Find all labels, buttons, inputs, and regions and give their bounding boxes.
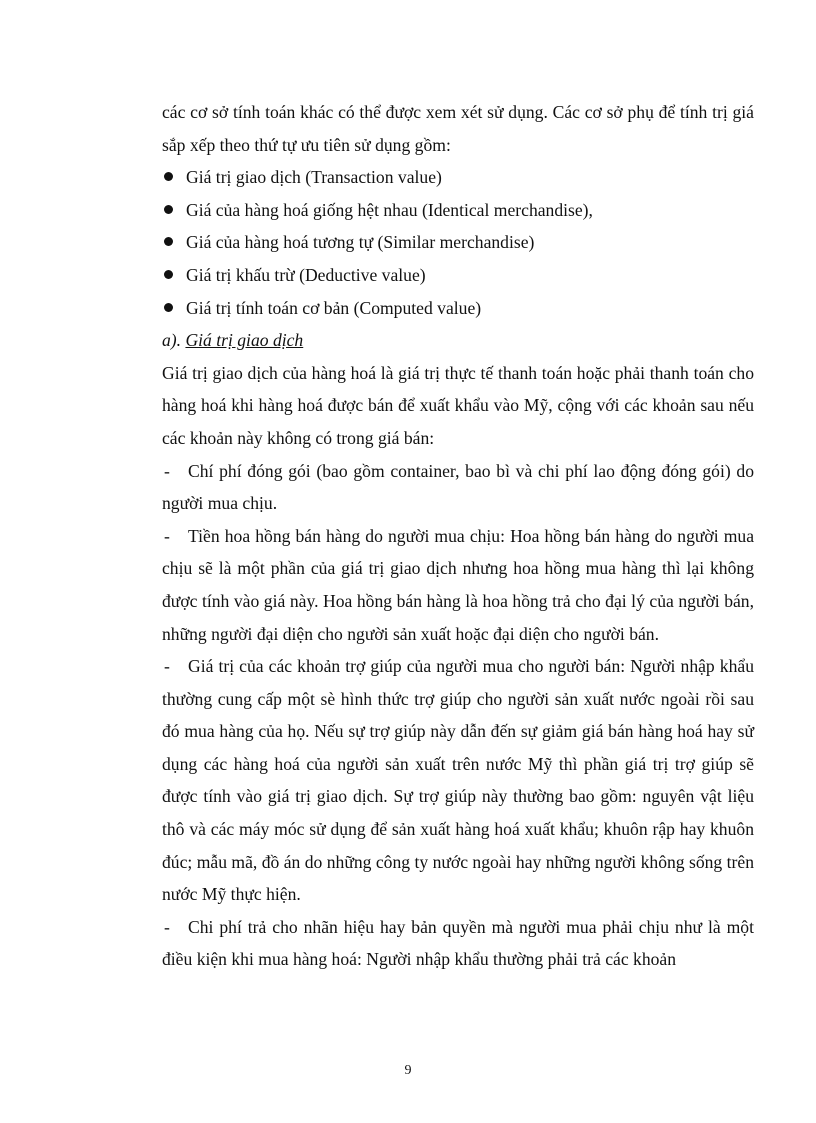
list-item-text: Giá trị khấu trừ (Deductive value) — [186, 264, 426, 285]
dash-list-item — [162, 911, 754, 976]
list-item — [162, 259, 754, 292]
section-heading-prefix: a). — [162, 330, 186, 351]
dash-marker: - — [164, 460, 170, 481]
dash-item-text: Chí phí đóng gói (bao gồm container, bao bì và chi phí lao động đóng gói) do người mua chịu. — [162, 460, 754, 514]
section-intro-paragraph: Giá trị giao dịch của hàng hoá là giá trị thực tế thanh toán hoặc phải thanh toán cho hàng hoá khi hàng hoá được bán để xuất khẩu vào Mỹ, cộng với các khoản sau nếu các khoản này không có trong giá bán: — [162, 362, 754, 448]
bullet-icon — [164, 205, 173, 214]
opening-paragraph: các cơ sở tính toán khác có thể được xem xét sử dụng. Các cơ sở phụ để tính trị giá sắp xếp theo thứ tự ưu tiên sử dụng gồm: — [162, 102, 754, 155]
dash-list-item — [162, 520, 754, 650]
section-heading — [162, 324, 754, 357]
list-item-text: Giá trị giao dịch (Transaction value) — [186, 167, 442, 188]
body-text — [162, 96, 754, 976]
list-item-text: Giá trị tính toán cơ bản (Computed value) — [186, 297, 482, 318]
bullet-icon — [164, 270, 173, 279]
list-item — [162, 292, 754, 325]
dash-marker: - — [164, 525, 170, 546]
section-heading-title: Giá trị giao dịch — [185, 330, 304, 351]
bullet-icon — [164, 303, 173, 312]
dash-marker: - — [164, 916, 170, 937]
list-item-text: Giá của hàng hoá giống hệt nhau (Identical merchandise), — [186, 199, 593, 220]
valuation-methods-list — [162, 161, 754, 324]
bullet-icon — [164, 172, 173, 181]
dash-marker: - — [164, 656, 170, 677]
dash-list-item — [162, 650, 754, 911]
dash-list-item — [162, 455, 754, 520]
list-item — [162, 226, 754, 259]
dash-item-text: Tiền hoa hồng bán hàng do người mua chịu: Hoa hồng bán hàng do người mua chịu sẽ là một phần của giá trị giao dịch nhưng hoa hồng mua hàng thì lại không được tính vào giá này. Hoa hồng bán hàng là hoa hồng trả cho đại lý của người bán, những người đại diện cho người sản xuất hoặc đại diện cho người bán. — [162, 525, 754, 644]
dash-item-text: Giá trị của các khoản trợ giúp của người mua cho người bán: Người nhập khẩu thường cung cấp một sè hình thức trợ giúp cho người sản xuất nước ngoài rồi sau đó mua hàng của họ. Nếu sự trợ giúp này dẫn đến sự giảm giá bán hàng hoá hay sử dụng các hàng hoá của người sản xuất trên nước Mỹ thì phần giá trị trợ giúp sẽ được tính vào giá trị giao dịch. Sự trợ giúp này thường bao gồm: nguyên vật liệu thô và các máy móc sử dụng để sản xuất hàng hoá xuất khẩu; khuôn rập hay khuôn đúc; mẫu mã, đồ án do những công ty nước ngoài hay những người không sống trên nước Mỹ thực hiện. — [162, 656, 754, 905]
dash-item-text: Chi phí trả cho nhãn hiệu hay bản quyền mà người mua phải chịu như là một điều kiện khi mua hàng hoá: Người nhập khẩu thường phải trả các khoản — [162, 916, 754, 970]
bullet-icon — [164, 237, 173, 246]
page-number: 9 — [404, 1063, 412, 1078]
list-item — [162, 161, 754, 194]
list-item — [162, 194, 754, 227]
list-item-text: Giá của hàng hoá tương tự (Similar merchandise) — [186, 232, 535, 253]
